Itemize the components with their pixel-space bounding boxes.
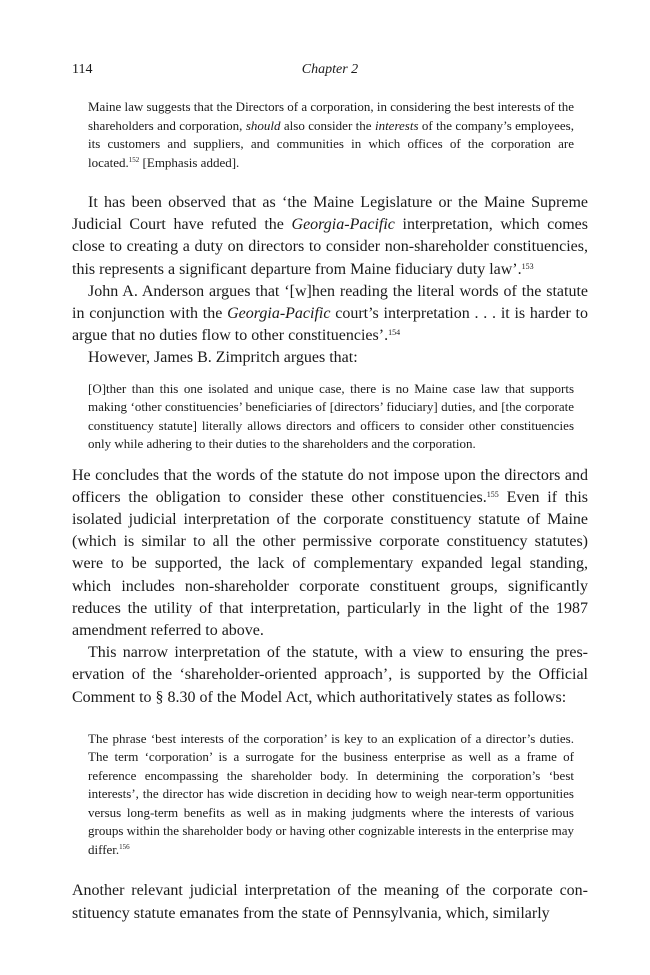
- paragraph-observed: It has been observed that as ‘the Maine Legislature or the Maine Supreme Judicial Court have refuted the Georgia-Pacific interpretation, which comes close to creating a duty on directors to consider non-shareholder constituencies, this represents a significant departure from Maine fiduciary duty law’.$^{153}$: [72, 194, 588, 278]
- footnote-ref-152[interactable]: 152: [128, 155, 140, 164]
- footnote-ref-156[interactable]: 156: [119, 842, 130, 851]
- body-section-2: [72, 465, 588, 709]
- emphasis-should: should: [245, 117, 281, 133]
- running-head: [72, 62, 588, 84]
- paragraph-anderson: John A. Anderson argues that ‘[w]hen reading the literal words of the statute in conjunction with the Georgia-Pacific court’s interpretation . . . it is harder to argue that no duties flow to other constituencies’.$^{154}$: [72, 282, 588, 345]
- footnote-ref-154[interactable]: 154: [388, 328, 401, 338]
- footnote-ref-153[interactable]: 153: [521, 261, 534, 271]
- block-quote-model-act: The phrase ‘best interests of the corporation’ is key to an explication of a director’s duties. The term ‘corporation’ is a surrogate for the business enterprise as well as a frame of reference encompassing the shareholder body. In determining the corporation’s ‘best interests’, the director has wide discretion in deciding how to weigh near-term opportunities versus long-term benefits as well as in making judgments where the interests of various groups within the shareholder body or having other cognizable interests in the enterprise may differ.$^{156}$: [88, 730, 574, 857]
- footnote-ref-155[interactable]: 155: [486, 489, 499, 499]
- case-name-georgia-pacific: Georgia-Pacific: [291, 216, 395, 234]
- book-page: [72, 62, 588, 925]
- body-section-3: [72, 880, 588, 924]
- case-name-georgia-pacific: Georgia-Pacific: [227, 305, 331, 323]
- body-section-1: [72, 192, 588, 370]
- paragraph-pennsylvania: Another relevant judicial interpretation of the meaning of the corporate constituency statute emanates from the state of Pennsylvania, which, similarly: [72, 882, 588, 922]
- chapter-title: Chapter 2: [301, 62, 359, 77]
- paragraph-concludes: He concludes that the words of the statute do not impose upon the directors and officers the obligation to consider these other constituencies.$^{155}$ Even if this isolated judicial interpretation of the corporate constituency statute of Maine (which is similar to all the other permissive corporate constituency statutes) were to be supported, the lack of complementary expanded legal standing, which includes non-shareholder corporate constituent groups, significantly reduces the utility of that interpretation, particularly in the light of the 1987 amendment referred to above.: [72, 466, 589, 640]
- paragraph-narrow-interpretation: This narrow interpretation of the statute, with a view to ensuring the preservation of the ‘shareholder-oriented approach’, is supported by the Official Comment to § 8.30 of the Model Act, which authoritatively states as follows:: [72, 644, 588, 706]
- paragraph-zimpritch: However, James B. Zimpritch argues that:: [88, 349, 358, 367]
- emphasis-interests: interests: [374, 117, 419, 133]
- block-quote-maine-law: Maine law suggests that the Directors of a corporation, in considering the best interests of the shareholders and corporation, should also consider the interests of the company’s employees, its customers and suppliers, and communities in which offices of the corporation are located.$^{152}$ [Emphasis added].: [88, 99, 574, 170]
- page-number: 114: [72, 62, 93, 77]
- block-quote-zimpritch: [O]ther than this one isolated and unique case, there is no Maine case law that supports making ‘other constituencies’ beneficiaries of [directors’ fiduciary] duties, and [the corporate constituency statute] literally allows directors and officers to consider other constituencies only while adhering to their duties to the shareholders and the corporation.: [88, 380, 574, 452]
